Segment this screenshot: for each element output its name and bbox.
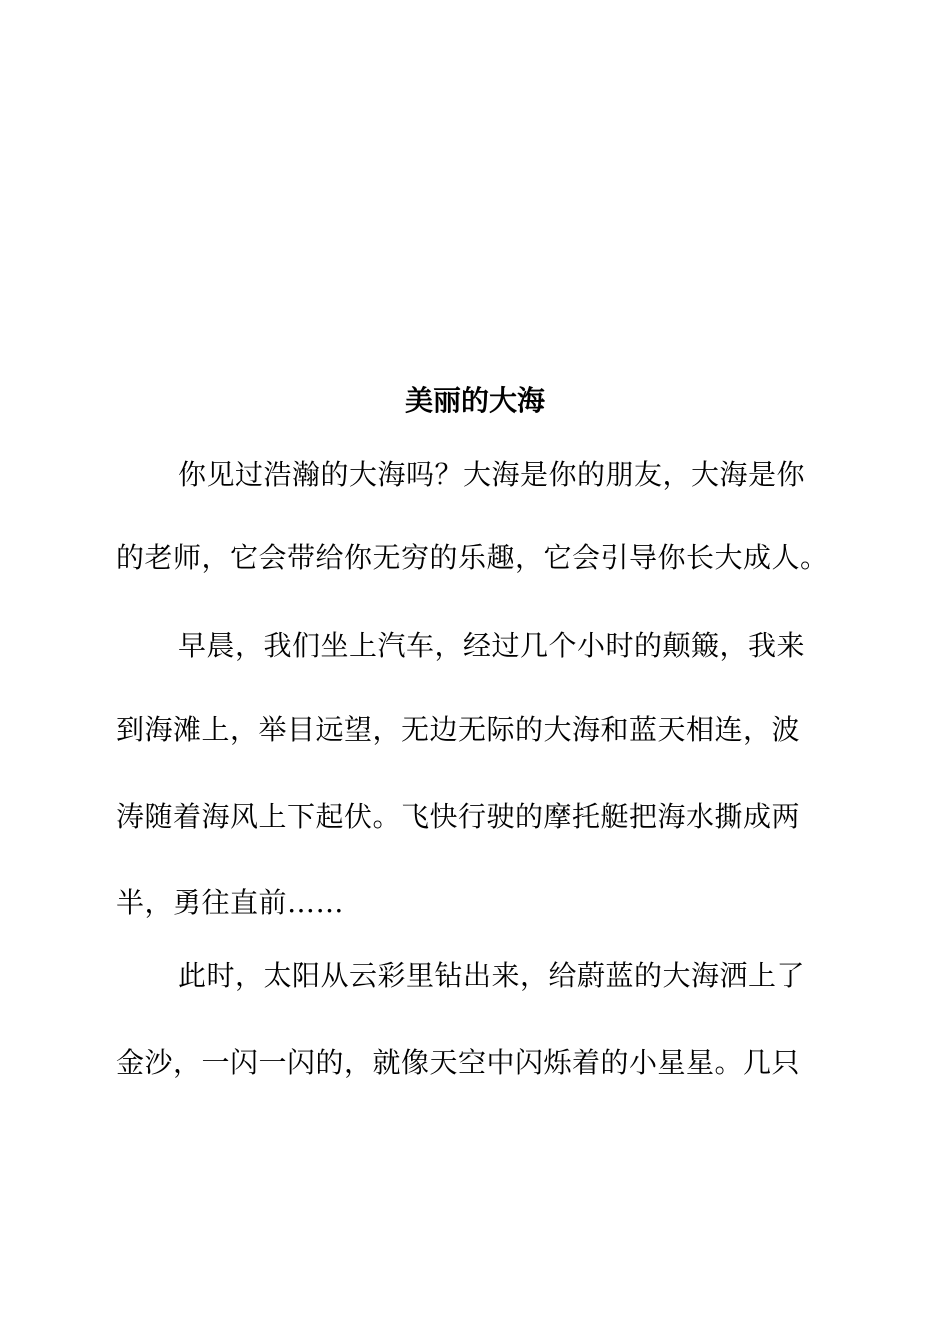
paragraph-2-line-4: 半，勇往直前…… <box>116 886 345 919</box>
document-title: 美丽的大海 <box>404 384 545 417</box>
paragraph-2-line-1: 早晨，我们坐上汽车，经过几个小时的颠簸，我来 <box>178 629 806 662</box>
paragraph-1-line-1: 你见过浩瀚的大海吗？大海是你的朋友，大海是你 <box>178 458 806 491</box>
paragraph-3-line-1: 此时，太阳从云彩里钻出来，给蔚蓝的大海洒上了 <box>178 959 806 992</box>
paragraph-3-line-2: 金沙，一闪一闪的，就像天空中闪烁着的小星星。几只 <box>116 1046 801 1079</box>
paragraph-2-line-3: 涛随着海风上下起伏。飞快行驶的摩托艇把海水撕成两 <box>116 800 801 833</box>
paragraph-1-line-2: 的老师，它会带给你无穷的乐趣，它会引导你长大成人。 <box>116 541 829 574</box>
paragraph-2-line-2: 到海滩上，举目远望，无边无际的大海和蓝天相连，波 <box>116 713 801 746</box>
